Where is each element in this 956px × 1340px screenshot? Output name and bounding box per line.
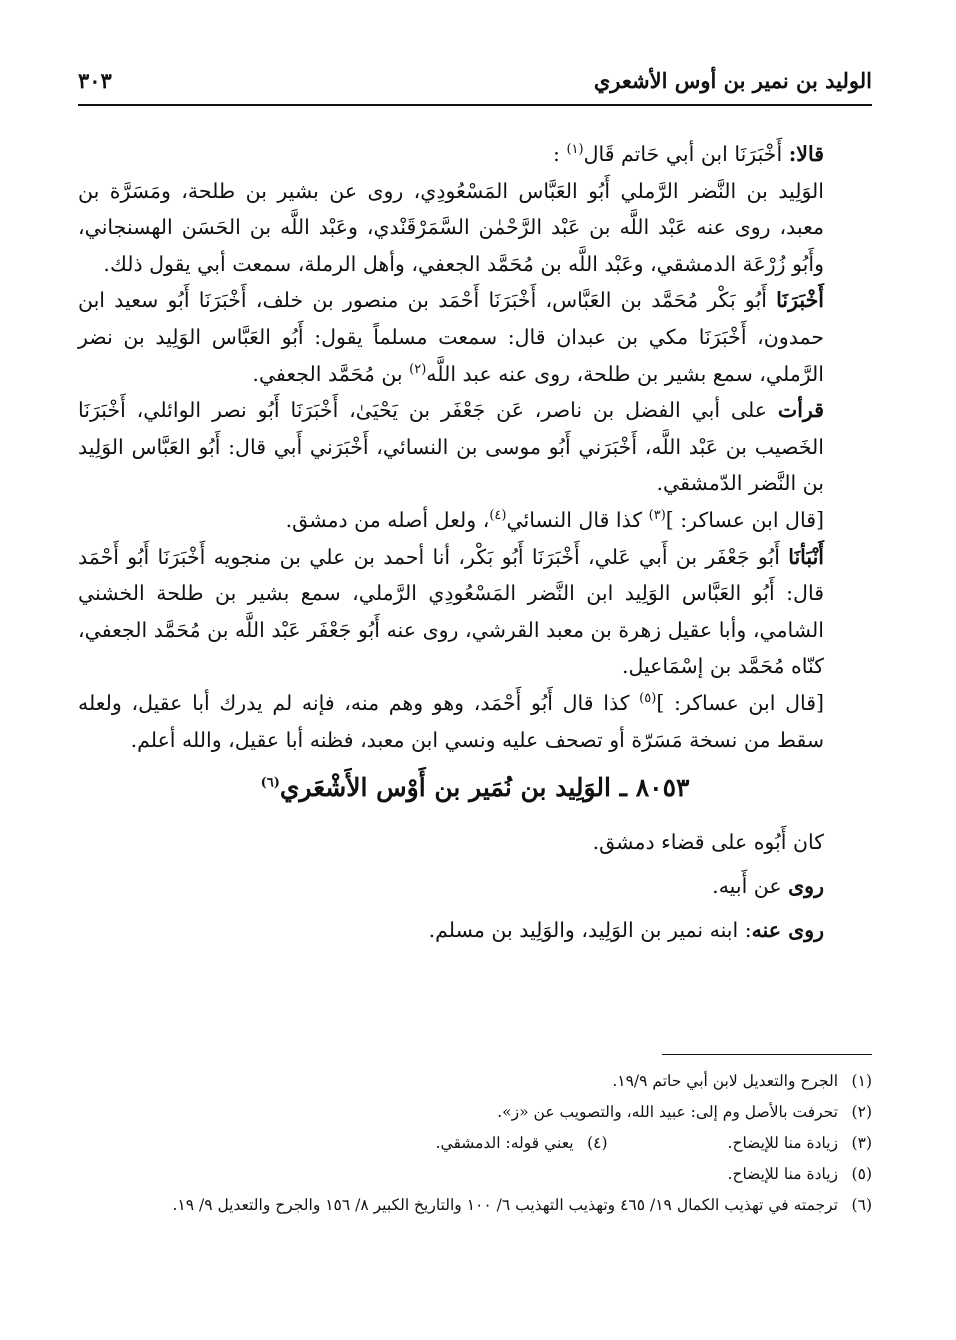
paragraph-2: الوَلِيد بن النَّضر الرَّملي أَبُو العَبَّاس المَسْعُودِي، روى عن بشير بن طلحة، ومَسَرَّة بن معبد، روى عنه عَبْد اللَّه بن عَبْد الرَّحْمٰن السَّمَرْقَنْدي، وعَبْد اللَّه بن الحَسَن الهسنجاني، وأَبُو زُرْعَة الدمشقي، وعَبْد اللَّه بن مُحَمَّد الجعفي، وأهل الرملة، سمعت أبي يقول ذلك. bbox=[78, 178, 824, 276]
footnotes bbox=[78, 1066, 872, 1221]
bio-line-3 bbox=[78, 908, 872, 952]
paragraph-7 bbox=[78, 685, 872, 758]
text: أَخْبَرَنَا ابن أبي حَاتم قَال bbox=[583, 142, 789, 166]
footnote-text: زيادة منا للإيضاح. bbox=[727, 1165, 838, 1183]
keyword: قالا: bbox=[788, 142, 824, 166]
text: أَبُو بَكْر مُحَمَّد بن العَبَّاس، أَخْبَرَنَا أَحْمَد بن منصور بن خلف، أَخْبَرَنَا أَبُو سعيد ابن حمدون، أَخْبَرَنَا مكي بن عبدان قال: سمعت مسلماً يقول: أَبُو العَبَّاس الوَلِيد بن نضر الرَّملي، سمع بشير بن طلحة، روى عنه عبد اللَّه bbox=[78, 288, 824, 386]
footnote-text: يعني قوله: الدمشقي. bbox=[435, 1134, 574, 1152]
footnote-ref: (٢) bbox=[409, 361, 427, 377]
keyword: أَنْبَأنَا bbox=[788, 544, 824, 569]
editor-note: [قال ابن عساكر: ] bbox=[665, 507, 824, 532]
text: عن أَبيه. bbox=[712, 874, 789, 899]
footnote-number: (٥) bbox=[851, 1165, 872, 1183]
keyword: قرأت bbox=[777, 398, 824, 423]
editor-note: [قال ابن عساكر: ] bbox=[656, 690, 825, 715]
entry-title-text: ٨٠٥٣ ـ الوَلِيد بن نُمَير بن أَوْس الأَشْعَري bbox=[279, 773, 690, 803]
footnote bbox=[78, 1097, 872, 1128]
footnote-ref: (٦) bbox=[260, 775, 280, 791]
footnote bbox=[78, 1066, 872, 1097]
bio-line-2 bbox=[78, 864, 872, 908]
footnote-text: تحرفت بالأصل وم إلى: عبيد الله، والتصويب عن «ز». bbox=[497, 1103, 838, 1121]
footnote-text: ترجمته في تهذيب الكمال ١٩/ ٤٦٥ وتهذيب التهذيب ٦/ ١٠٠ والتاريخ الكبير ٨/ ١٥٦ والجرح والتعديل ٩/ ١٩. bbox=[172, 1196, 838, 1214]
paragraph-3 bbox=[78, 282, 872, 392]
footnote bbox=[78, 1159, 872, 1190]
footnote-rule bbox=[662, 1054, 872, 1055]
text: كذا قال أَبُو أَحْمَد، وهو وهم منه، فإنه لم يدرك أبا عقيل، ولعله سقط من نسخة مَسَرّة أو تصحف عليه ونسي ابن معبد، فظنه أبا عقيل، والله أعلم. bbox=[78, 690, 824, 752]
running-header bbox=[78, 62, 872, 102]
paragraph-4 bbox=[78, 392, 872, 502]
footnote bbox=[78, 1190, 872, 1221]
footnote-number: (٤) bbox=[587, 1134, 608, 1152]
footnote-number: (١) bbox=[851, 1072, 872, 1090]
footnote-number: (٢) bbox=[851, 1103, 872, 1121]
footnote-number: (٦) bbox=[851, 1196, 872, 1214]
footnote-text: الجرح والتعديل لابن أبي حاتم ١٩/٩. bbox=[612, 1072, 838, 1090]
main-text bbox=[78, 136, 872, 952]
bio-line-1: كان أَبُوه على قضاء دمشق. bbox=[592, 830, 824, 855]
footnote bbox=[436, 1128, 608, 1159]
header-rule bbox=[78, 104, 872, 106]
footnote bbox=[728, 1128, 872, 1159]
footnote-ref: (٥) bbox=[639, 691, 657, 707]
keyword: روى bbox=[788, 874, 824, 899]
text: أَبُو جَعْفَر بن أَبي عَلي، أَخْبَرَنَا أَبُو بَكْر، أنا أحمد بن علي بن منجويه أَخْبَرَنَا أَبُو أَحْمَد قال: أَبُو العَبَّاس الوَلِيد ابن النَّضر المَسْعُودِي الرَّملي، سمع بشير بن طلحة الخشني الشامي، وأبا عقيل زهرة بن معبد القرشي، روى عنه أَبُو جَعْفَر عَبْد اللَّه بن مُحَمَّد الجعفي، كنّاه مُحَمَّد بن إسْمَاعيل. bbox=[78, 544, 824, 679]
footnote-row bbox=[78, 1128, 872, 1159]
text: بن مُحَمَّد الجعفي. bbox=[252, 361, 410, 386]
footnote-text: زيادة منا للإيضاح. bbox=[727, 1134, 838, 1152]
text: : ابنه نمير بن الوَلِيد، والوَلِيد بن مسلم. bbox=[428, 918, 752, 943]
text: كذا قال النسائي bbox=[506, 507, 649, 532]
footnote-ref: (٤) bbox=[489, 508, 507, 524]
keyword: روى عنه bbox=[751, 918, 824, 943]
paragraph-6 bbox=[78, 539, 872, 685]
entry-title bbox=[78, 766, 872, 810]
footnote-ref: (١) bbox=[566, 142, 584, 158]
keyword: أَخْبَرَنَا bbox=[776, 288, 824, 313]
footnote-number: (٣) bbox=[851, 1134, 872, 1152]
page-number: ٣٠٣ bbox=[78, 68, 112, 93]
running-title: الوليد بن نمير بن أوس الأشعري bbox=[593, 68, 872, 93]
text: على أبي الفضل بن ناصر، عَن جَعْفَر بن يَحْيَىٰ، أَخْبَرَنَا أَبُو نصر الوائلي، أَخْبَرَنَا الخَصيب بن عَبْد اللَّه، أَخْبَرَني أَبُو موسى بن النسائي، أَخْبَرَني أَبي قال: أَبُو العَبَّاس الوَلِيد بن النَّضر الدّمشقي. bbox=[78, 398, 824, 496]
footnote-ref: (٣) bbox=[648, 508, 666, 524]
paragraph-1 bbox=[78, 136, 872, 173]
text: ، ولعل أصله من دمشق. bbox=[285, 507, 490, 532]
paragraph-5 bbox=[78, 502, 872, 539]
text: : bbox=[553, 142, 567, 166]
